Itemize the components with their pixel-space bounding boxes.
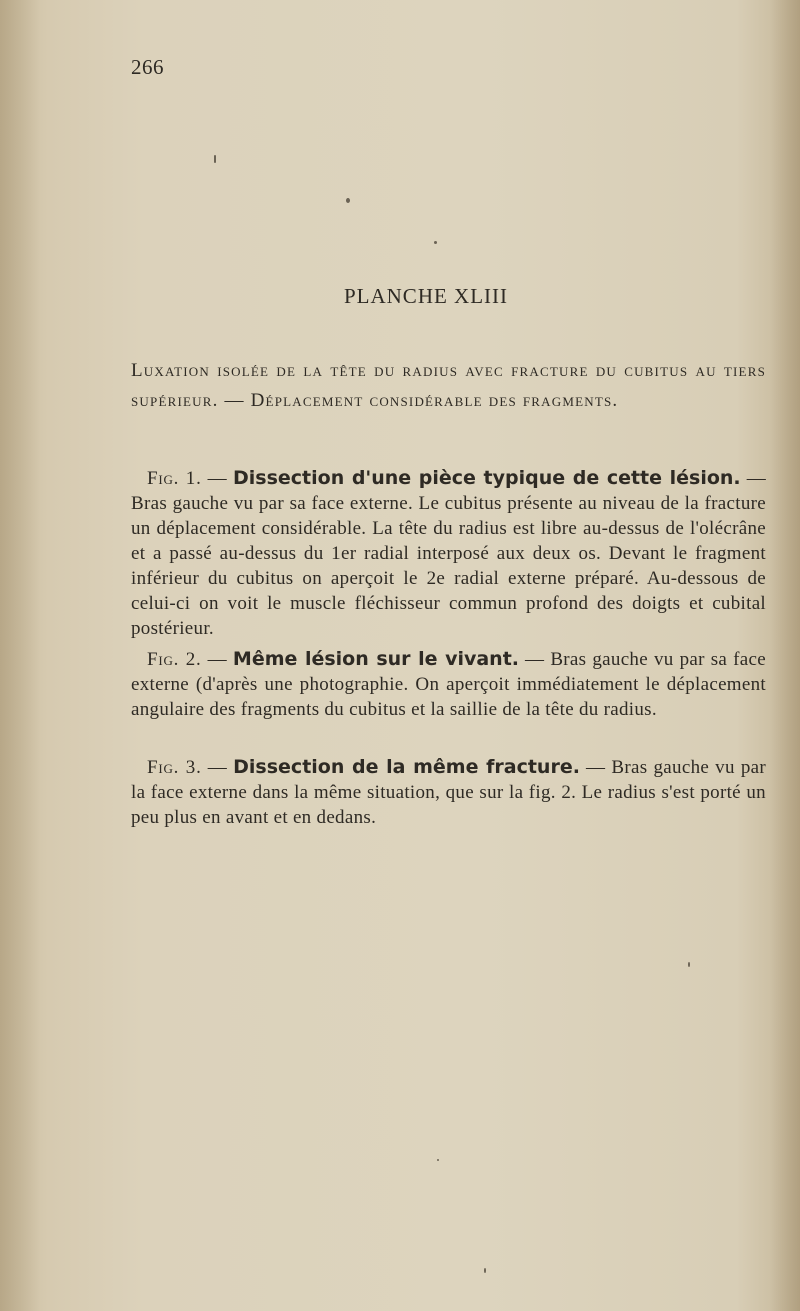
figure-title: Même lésion sur le vivant. — [232, 648, 520, 670]
section-heading: Luxation isolée de la tête du radius avec fracture du cubitus au tiers supérieur. — Déplacement considérable des fragments. — [131, 360, 766, 411]
figure-label: Fig. 1. — [147, 468, 202, 489]
figure-dash: — — [201, 757, 234, 778]
figure-caption-1 — [131, 466, 766, 641]
figure-description: — Bras gauche vu par sa face externe (d'après une photographie. On aperçoit immédiatement le déplacement angulaire des fragments du cubitus et la saillie de la tête du radius. — [131, 649, 766, 720]
paper-speck — [688, 962, 690, 967]
paper-speck — [437, 1159, 439, 1161]
figure-caption-2 — [131, 647, 766, 722]
figure-label: Fig. 2. — [147, 649, 202, 670]
figure-description: — Bras gauche vu par sa face externe. Le cubitus présente au niveau de la fracture un déplacement considérable. La tête du radius est libre au-dessus de l'olécrâne et a passé au-dessus du 1er radial interposé aux deux os. Devant le fragment inférieur du cubitus on aperçoit le 2e radial externe préparé. Au-dessous de celui-ci on voit le muscle fléchisseur commun profond des doigts et cubital postérieur. — [131, 468, 766, 639]
paper-speck — [484, 1268, 486, 1273]
paper-speck — [214, 155, 216, 163]
plate-title — [0, 284, 800, 309]
paper-speck — [434, 241, 437, 244]
figure-title: Dissection d'une pièce typique de cette lésion. — [233, 467, 741, 489]
figure-dash: — — [201, 649, 233, 670]
page-number: 266 — [131, 55, 164, 79]
figure-caption-3 — [131, 755, 766, 830]
figure-dash: — — [201, 468, 233, 489]
paper-speck — [346, 198, 350, 203]
figure-description: — Bras gauche vu par la face externe dans la même situation, que sur la fig. 2. Le radius s'est porté un peu plus en avant et en dedans. — [131, 757, 767, 828]
plate-title-text: PLANCHE XLIII — [343, 284, 509, 308]
figure-label: Fig. 3. — [147, 757, 202, 778]
figure-title: Dissection de la même fracture. — [233, 756, 580, 778]
